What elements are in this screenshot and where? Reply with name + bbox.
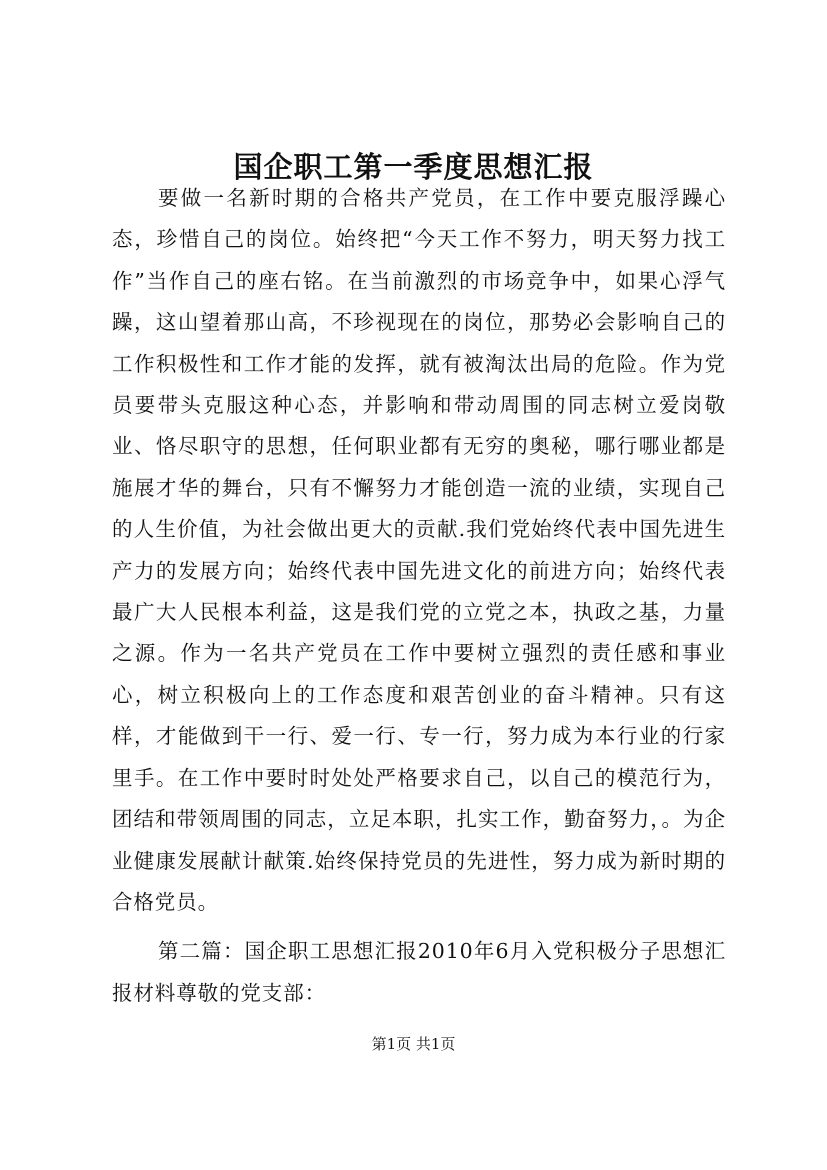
paragraph-2: 第二篇：国企职工思想汇报2010年6月入党积极分子思想汇报材料尊敬的党支部： — [112, 939, 726, 1005]
paragraph-1: 要做一名新时期的合格共产党员，在工作中要克服浮躁心态，珍惜自己的岗位。始终把“今天工作不努力，明天努力找工作”当作自己的座右铭。在当前激烈的市场竞争中，如果心浮气躁，这山望着那山高，不珍视现在的岗位，那势必会影响自己的工作积极性和工作才能的发挥，就有被淘汰出局的危险。作为党员要带头克服这种心态，并影响和带动周围的同志树立爱岗敬业、恪尽职守的思想，任何职业都有无穷的奥秘，哪行哪业都是施展才华的舞台，只有不懈努力才能创造一流的业绩，实现自己的人生价值，为社会做出更大的贡献.我们党始终代表中国先进生产力的发展方向；始终代表中国先进文化的前进方向；始终代表最广大人民根本利益，这是我们党的立党之本，执政之基，力量之源。作为一名共产党员在工作中要树立强烈的责任感和事业心，树立积极向上的工作态度和艰苦创业的奋斗精神。只有这样，才能做到干一行、爱一行、专一行，努力成为本行业的行家里手。在工作中要时时处处严格要求自己，以自己的模范行为，团结和带领周围的同志，立足本职，扎实工作，勤奋努力，。为企业健康发展献计献策.始终保持党员的先进性，努力成为新时期的合格党员。 — [112, 186, 726, 914]
document-title: 国企职工第一季度思想汇报 — [233, 150, 594, 184]
page-number-footer: 第1页 共1页 — [371, 1035, 456, 1053]
document-body — [112, 178, 726, 1014]
